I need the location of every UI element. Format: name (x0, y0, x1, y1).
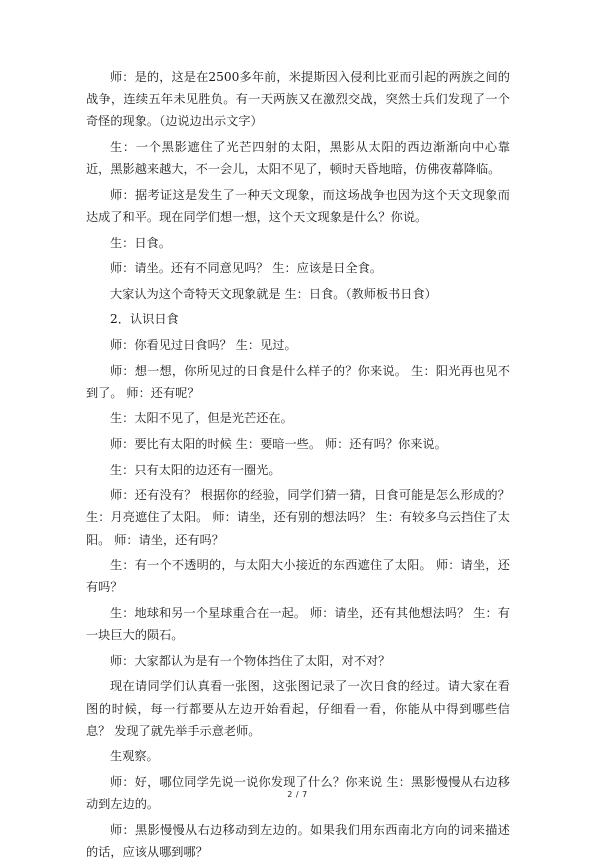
paragraph: 生：地球和另一个星球重合在一起。 师：请坐，还有其他想法吗？ 生：有一块巨大的陨石。 (86, 605, 510, 643)
paragraph: 生观察。 (110, 749, 159, 764)
section-heading: 2．认识日食 (110, 312, 179, 327)
paragraph: 师：你看见过日食吗？ 生：见过。 (110, 337, 297, 352)
paragraph: 师：据考证这是发生了一种天文现象，而这场战争也因为这个天文现象而达成了和平。现在同学们想一想，这个天文现象是什么？你说。 (86, 187, 510, 224)
paragraph: 大家认为这个奇特天文现象就是 生：日食。（教师板书日食） (110, 286, 437, 301)
paragraph: 生：一个黑影遮住了光芒四射的太阳，黑影从太阳的西边渐渐向中心靠近，黑影越来越大，不一会儿，太阳不见了，顿时天昏地暗，仿佛夜幕降临。 (86, 140, 510, 177)
paragraph: 师：大家都认为是有一个物体挡住了太阳，对不对？ (110, 653, 391, 668)
paragraph: 师：黑影慢慢从右边移动到左边的。如果我们用东西南北方向的词来描述的话，应该从哪到哪？ (86, 822, 510, 859)
paragraph: 师：要比有太阳的时候 生：要暗一些。 师：还有吗？你来说。 (110, 436, 447, 451)
paragraph: 师：想一想，你所见过的日食是什么样子的？你来说。 生：阳光再也见不到了。 师：还有呢？ (86, 363, 510, 400)
paragraph: 师：好，哪位同学先说一说你发现了什么？你来说 生：黑影慢慢从右边移动到左边的。 (86, 774, 510, 812)
paragraph: 现在请同学们认真看一张图，这张图记录了一次日食的经过。请大家在看图的时候，每一行都要从左边开始看起，仔细看一看，你能从中得到哪些信息？ 发现了就先举手示意老师。 (86, 679, 510, 738)
paragraph: 生：有一个不透明的，与太阳大小接近的东西遮住了太阳。 师：请坐，还有吗？ (86, 558, 510, 595)
paragraph: 师：请坐。还有不同意见吗？ 生：应该是日全食。 (110, 261, 382, 276)
paragraph: 生：只有太阳的边还有一圈光。 (110, 462, 281, 477)
paragraph: 生：日食。 (110, 235, 171, 250)
page-number: 2 / 7 (287, 790, 308, 799)
document-body (86, 66, 510, 867)
paragraph: 师：是的，这是在2500多年前，米提斯因入侵利比亚而引起的两族之间的战争，连续五年未见胜负。有一天两族又在激烈交战，突然士兵们发现了一个奇怪的现象。（边说边出示文字） (86, 70, 510, 129)
paragraph: 生：太阳不见了，但是光芒还在。 (110, 411, 293, 426)
paragraph: 师：还有没有？ 根据你的经验，同学们猜一猜，日食可能是怎么形成的？ 生：月亮遮住了太阳。 师：请坐，还有别的想法吗？ 生：有较多乌云挡住了太阳。 师：请坐，还有吗？ (86, 488, 510, 547)
